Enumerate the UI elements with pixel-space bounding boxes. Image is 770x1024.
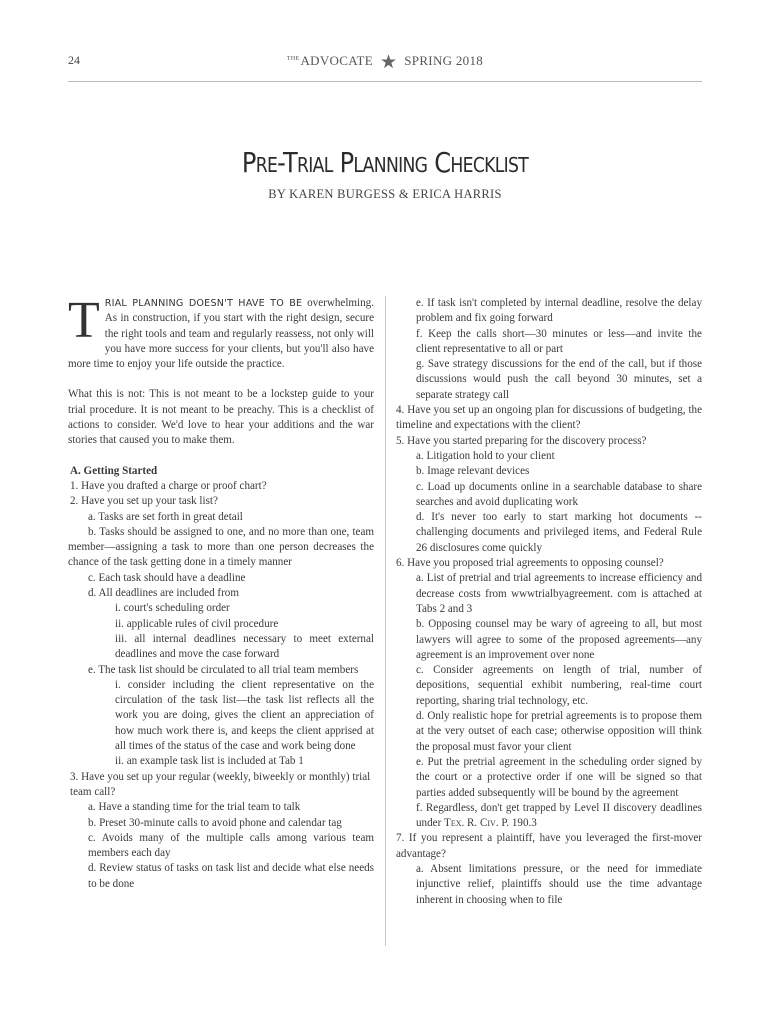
drop-cap: T [68,292,100,349]
checklist-subitem: d. Review status of tasks on task list and decide what else needs to be done [88,862,374,890]
checklist-subitem: b. Tasks should be assigned to one, and no more than one, team member—assigning a task to more than one person decreases the chance of the task getting done in a timely manner [68,525,374,569]
checklist-subsubitem: iii. all internal deadlines necessary to meet external deadlines and move the case forward [115,632,374,661]
issue-season: SPRING 2018 [404,53,484,68]
checklist-item: 4. Have you set up an ongoing plan for discussions of budgeting, the timeline and expectations with the client? [396,404,702,432]
checklist-subitem: c. Consider agreements on length of trial, number of depositions, sequential exhibit numbering, real-time court reporting, sharing trial technology, etc. [416,664,702,707]
item-text: f. Regardless, don't get trapped by Level II discovery deadlines under [416,801,702,830]
checklist-subitem: d. Only realistic hope for pretrial agreements is to propose them at the very outset of each case; otherwise opposition will think the proposal must favor your client [416,710,702,753]
right-column [396,296,702,908]
checklist-subitem: e. The task list should be circulated to all trial team members [88,663,359,676]
checklist-subsubitem: ii. applicable rules of civil procedure [115,617,279,630]
page-number: 24 [68,53,80,67]
checklist-item: 6. Have you proposed trial agreements to opposing counsel? [396,557,664,570]
checklist-subitem: a. List of pretrial and trial agreements to increase efficiency and decrease costs from wwwtrialbyagreement. com is attached at Tabs 2 and 3 [416,572,702,615]
checklist-item: 3. Have you set up your regular (weekly, biweekly or monthly) trial team call? [70,770,371,798]
intro-text: overwhelming. As in construction, if you start with the right design, secure the right tools and team and regularly reassess, not only will you have more success for your clients, but you'll also have more time to enjoy your life outside the practice. [68,297,374,371]
rule-number: 190.3 [511,817,537,830]
checklist-subsubitem: i. court's scheduling order [115,602,230,615]
disclaimer-paragraph: What this is not: This is not meant to be a lockstep guide to your trial procedure. It is not meant to be preachy. This is a checklist of actions to consider. We'd love to hear your additions and the war stories that caused you to make them. [68,388,374,447]
checklist-subitem: c. Load up documents online in a searchable database to share searches and avoid duplicating work [416,480,702,508]
checklist-subsubitem: i. consider including the client representative on the circulation of the task list—the task list reflects all the work you are doing, gives the client an appreciation of how much work there is, and keeps the client apprised at all times of the status of the case and work being done [115,678,374,753]
checklist-subitem: e. If task isn't completed by internal deadline, resolve the delay problem and fix going forward [416,297,702,325]
rule-citation: Tex. R. Civ. P. [444,817,510,830]
masthead-the: THE [286,56,300,62]
checklist-subitem: a. Tasks are set forth in great detail [88,510,243,523]
checklist-subitem: c. Each task should have a deadline [88,571,246,584]
checklist-subsubitem: ii. an example task list is included at Tab 1 [115,755,304,768]
lead-in: RIAL PLANNING DOESN'T HAVE TO BE [104,298,303,309]
article-title: Pre-Trial Planning Checklist [241,146,529,179]
checklist-subitem: d. All deadlines are included from [88,587,239,600]
masthead [68,51,702,74]
checklist-item: 2. Have you set up your task list? [70,495,218,508]
column-divider [385,296,386,946]
publication-name: ADVOCATE [300,53,373,68]
header-rule [68,81,702,82]
checklist-subitem: a. Litigation hold to your client [416,449,555,462]
article-byline: BY KAREN BURGESS & ERICA HARRIS [268,187,502,201]
checklist-subitem: a. Absent limitations pressure, or the need for immediate injunctive relief, plaintiffs should use the time advantage inherent in choosing when to file [416,862,702,906]
checklist-subitem: a. Have a standing time for the trial team to talk [88,801,301,814]
star-icon: ★ [379,52,398,73]
checklist-subitem: c. Avoids many of the multiple calls among various team members each day [88,831,374,860]
section-heading: A. Getting Started [70,464,158,477]
checklist-item: 5. Have you started preparing for the discovery process? [396,434,647,447]
checklist-item: 1. Have you drafted a charge or proof chart? [70,479,267,492]
checklist-subitem: f. Keep the calls short—30 minutes or less—and invite the client representative to all or part [416,327,702,355]
checklist-subitem: b. Image relevant devices [416,465,530,478]
checklist-item: 7. If you represent a plaintiff, have you leveraged the first-mover advantage? [396,832,702,860]
checklist-subitem [396,801,702,832]
checklist-subitem: b. Opposing counsel may be wary of agreeing to all, but most lawyers will agree to some of the proposed agreements—any agreement is an improvement over none [416,618,702,661]
checklist-subitem: e. Put the pretrial agreement in the scheduling order signed by the court or a protective order if one will be signed so that parties added subsequently will be bound by the agreement [416,755,702,799]
page-header [68,51,702,71]
checklist-subitem: b. Preset 30-minute calls to avoid phone and calendar tag [88,816,342,829]
intro-paragraph [68,292,374,372]
left-column [68,292,374,892]
checklist-subitem: d. It's never too early to start marking hot documents -- challenging documents and privileged items, and Federal Rule 26 disclosures come quickly [416,511,702,554]
checklist-subitem: g. Save strategy discussions for the end of the call, but if those discussions would push the call beyond 30 minutes, set a separate strategy call [416,358,702,401]
